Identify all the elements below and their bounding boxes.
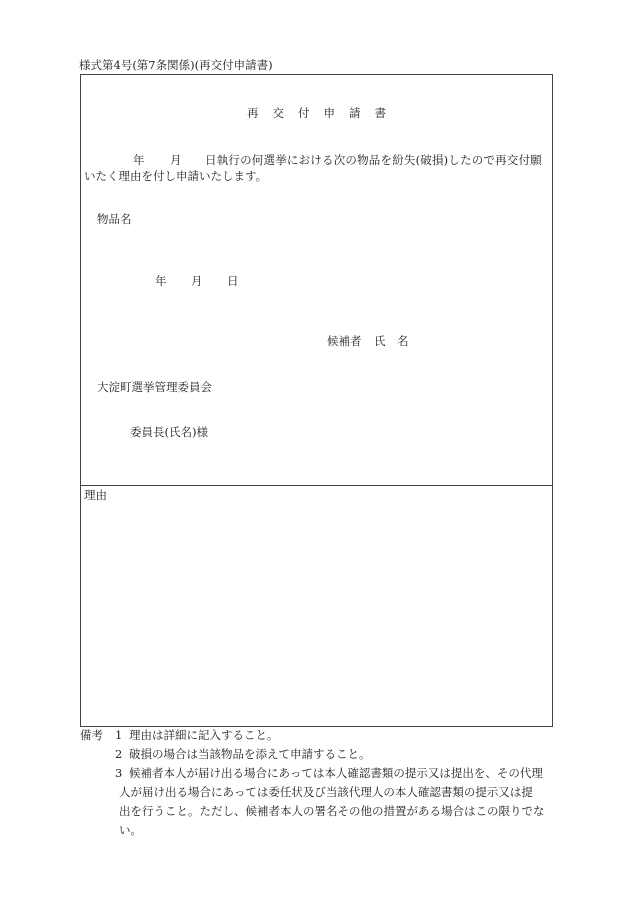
title-char: 再 <box>247 106 259 120</box>
notes-label: 備考 <box>80 728 103 742</box>
reason-divider <box>80 485 552 486</box>
intro-month: 月 <box>170 153 182 167</box>
note-text: 破損の場合は当該物品を添えて申請すること。 <box>129 747 371 761</box>
chair-addressee: 委員長(氏名)様 <box>130 425 208 439</box>
note-text: 人が届け出る場合にあっては委任状及び当該代理人の本人確認書類の提示又は提 <box>119 785 533 799</box>
note-text: い。 <box>119 823 142 837</box>
note-text: 理由は詳細に記入すること。 <box>129 728 279 742</box>
date-day: 日 <box>227 274 239 288</box>
note-number: 1 <box>115 728 123 742</box>
intro-line1: 日執行の何選挙における次の物品を紛失(破損)したので再交付願 <box>205 153 542 167</box>
date-month: 月 <box>191 274 203 288</box>
applicant-name-2: 名 <box>397 334 409 348</box>
note-number: 2 <box>115 747 123 761</box>
title-char: 請 <box>349 106 361 120</box>
note-number: 3 <box>115 766 123 780</box>
title-char: 書 <box>374 106 386 120</box>
reason-label: 理由 <box>84 488 107 502</box>
document-title <box>247 106 400 120</box>
item-name-label: 物品名 <box>97 212 132 226</box>
title-char: 付 <box>298 106 310 120</box>
intro-line2: いたく理由を付し申請いたします。 <box>84 169 268 183</box>
title-char: 申 <box>323 106 335 120</box>
form-label: 様式第4号(第7条関係)(再交付申請書) <box>79 58 273 72</box>
intro-year: 年 <box>133 153 145 167</box>
note-text: 出を行うこと。ただし、候補者本人の署名その他の措置がある場合はこの限りでな <box>119 804 545 818</box>
date-year: 年 <box>155 274 167 288</box>
applicant-name-1: 氏 <box>374 334 386 348</box>
title-char: 交 <box>272 106 284 120</box>
applicant-label: 候補者 <box>327 334 362 348</box>
committee-name: 大淀町選挙管理委員会 <box>97 380 212 394</box>
note-text: 候補者本人が届け出る場合にあっては本人確認書類の提示又は提出を、その代理 <box>129 766 543 780</box>
